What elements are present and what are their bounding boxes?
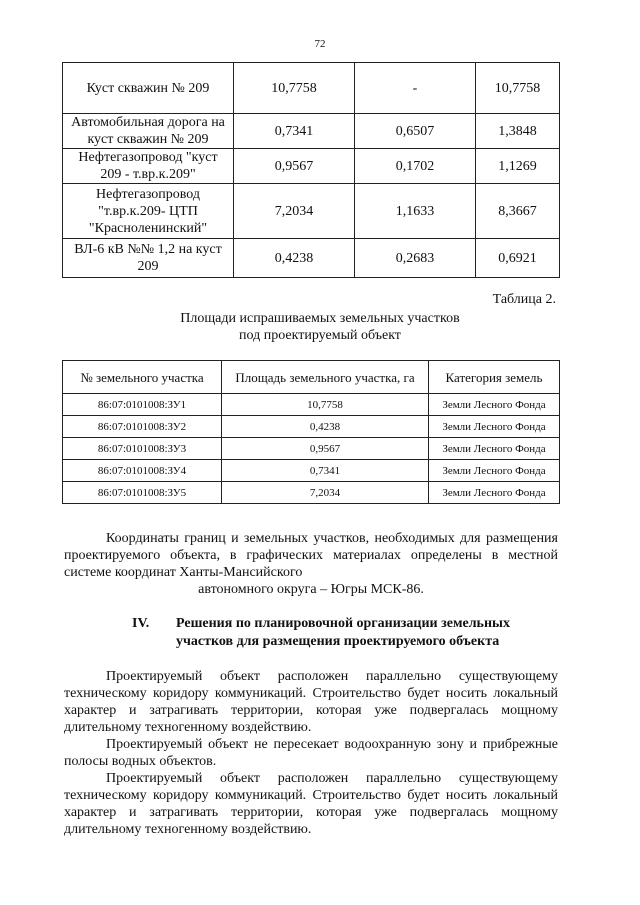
area-total-cell: 8,3667 [476,184,560,239]
table-title-line: Площади испрашиваемых земельных участков [180,311,460,326]
paragraph: Проектируемый объект не пересекает водоохранную зону и прибрежные полосы водных объектов. [64,737,558,769]
plot-category-cell: Земли Лесного Фонда [429,460,560,482]
plot-number-cell: 86:07:0101008:ЗУ1 [63,394,222,416]
table-label: Таблица 2. [492,292,556,307]
page-number: 72 [314,38,326,50]
table-title-line: под проектируемый объект [239,328,401,343]
object-name-cell: Куст скважин № 209 [63,63,234,114]
section-title-line: участков для размещения проектируемого объекта [176,634,500,649]
plot-area-cell: 7,2034 [222,482,429,504]
object-name-cell: Нефтегазопровод "куст 209 - т.вр.к.209" [63,149,234,184]
area-value-cell: - [355,63,476,114]
table-row [63,438,560,460]
body-paragraphs [64,668,558,838]
object-name-cell: ВЛ-6 кВ №№ 1,2 на куст 209 [63,239,234,278]
table-row [63,114,560,149]
plot-number-cell: 86:07:0101008:ЗУ5 [63,482,222,504]
area-value-cell: 1,1633 [355,184,476,239]
table-row [63,149,560,184]
table-title [0,310,640,344]
plot-area-cell: 0,4238 [222,416,429,438]
area-value-cell: 0,9567 [234,149,355,184]
area-value-cell: 0,4238 [234,239,355,278]
plot-category-cell: Земли Лесного Фонда [429,394,560,416]
paragraph: Проектируемый объект расположен параллельно существующему техническому коридору коммуникаций. Строительство будет носить локальный характер и затрагивать территории, которая уже подвергалась мощному длительному техногенному воздействию. [64,669,558,735]
plot-area-cell: 0,7341 [222,460,429,482]
area-value-cell: 0,1702 [355,149,476,184]
object-name-cell: Автомобильная дорога на куст скважин № 209 [63,114,234,149]
coordinates-paragraph [64,530,558,598]
area-value-cell: 0,7341 [234,114,355,149]
area-value-cell: 7,2034 [234,184,355,239]
column-header-category: Категория земель [429,361,560,394]
table-row [63,482,560,504]
area-total-cell: 10,7758 [476,63,560,114]
plot-category-cell: Земли Лесного Фонда [429,438,560,460]
land-area-table-continued [62,62,560,278]
area-total-cell: 1,1269 [476,149,560,184]
area-value-cell: 10,7758 [234,63,355,114]
paragraph-tail: автономного округа – Югры МСК-86. [198,582,424,597]
table-row [63,63,560,114]
area-total-cell: 1,3848 [476,114,560,149]
land-plots-table [62,360,560,504]
plot-area-cell: 10,7758 [222,394,429,416]
plot-number-cell: 86:07:0101008:ЗУ2 [63,416,222,438]
table-row [63,394,560,416]
table-row [63,460,560,482]
column-header-plot-number: № земельного участка [63,361,222,394]
table-row [63,239,560,278]
area-total-cell: 0,6921 [476,239,560,278]
plot-category-cell: Земли Лесного Фонда [429,482,560,504]
table-row [63,416,560,438]
table-header-row [63,361,560,394]
paragraph: Проектируемый объект расположен параллельно существующему техническому коридору коммуникаций. Строительство будет носить локальный характер и затрагивать территории, которая уже подвергалась мощному длительному техногенному воздействию. [64,771,558,837]
plot-number-cell: 86:07:0101008:ЗУ3 [63,438,222,460]
paragraph-text: Координаты границ и земельных участков, необходимых для размещения проектируемого объекта, в графических материалах определены в местной системе координат Ханты-Мансийского [64,531,558,580]
plot-category-cell: Земли Лесного Фонда [429,416,560,438]
object-name-cell: Нефтегазопровод "т.вр.к.209- ЦТП "Красноленинский" [63,184,234,239]
section-title-line: Решения по планировочной организации земельных [176,616,510,631]
plot-area-cell: 0,9567 [222,438,429,460]
area-value-cell: 0,2683 [355,239,476,278]
section-number: IV. [132,616,150,631]
table-row [63,184,560,239]
plot-number-cell: 86:07:0101008:ЗУ4 [63,460,222,482]
area-value-cell: 0,6507 [355,114,476,149]
column-header-area: Площадь земельного участка, га [222,361,429,394]
